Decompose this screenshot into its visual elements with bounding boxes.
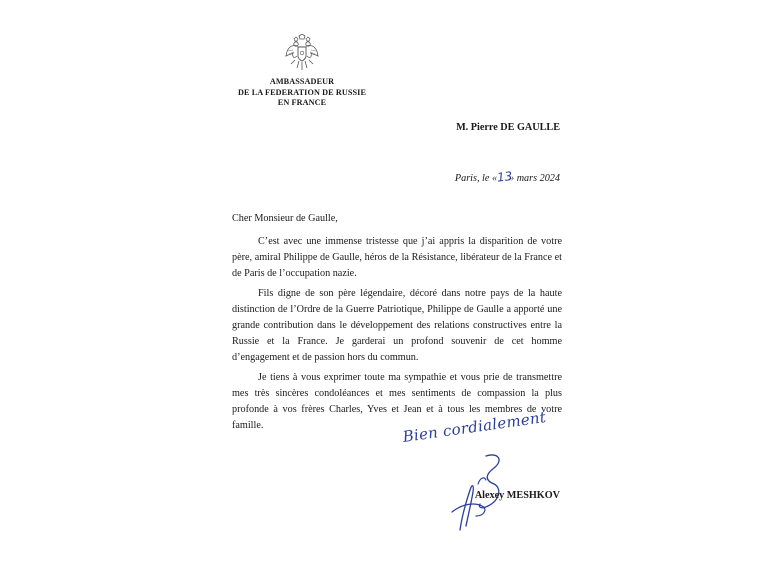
body-paragraph: C’est avec une immense tristesse que j’ai appris la disparition de votre père, amiral Philippe de Gaulle, héros de la Résistance, libérateur de la France et de Paris de l’occupation nazie.: [232, 236, 562, 279]
salutation: Cher Monsieur de Gaulle,: [232, 213, 338, 224]
closing-text: Bien cordialement: [401, 408, 548, 446]
date-suffix: » mars 2024: [509, 173, 560, 184]
date-day-handwritten: 13: [496, 169, 514, 185]
org-line: EN FRANCE: [277, 98, 327, 107]
date-prefix: Paris, le «: [454, 173, 498, 184]
recipient-name: M. Pierre DE GAULLE: [456, 122, 560, 133]
letter-date: [455, 170, 560, 184]
embassy-header: [232, 77, 372, 109]
org-line: DE LA FEDERATION DE RUSSIE: [237, 87, 367, 97]
signatory-name: Alexey MESHKOV: [474, 490, 560, 501]
russian-coat-of-arms-icon: [285, 34, 319, 72]
letter-body: [232, 234, 562, 439]
body-paragraph: Fils digne de son père légendaire, décoré dans notre pays de la haute distinction de l’Ordre de la Guerre Patriotique, Philippe de Gaulle a apporté une grande contribution dans le développement des relations constructives entre la Russie et la France. Je garderai un profond souvenir de cet homme d’engagement et de passion hors du commun.: [232, 288, 562, 363]
body-paragraph: Je tiens à vous exprimer toute ma sympathie et vous prie de transmettre mes très sincères condoléances et mes sentiments de compassion la plus profonde à vos frères Charles, Yves et Jean et à tous les membres de votre famille.: [232, 372, 562, 431]
org-line: AMBASSADEUR: [269, 77, 335, 86]
